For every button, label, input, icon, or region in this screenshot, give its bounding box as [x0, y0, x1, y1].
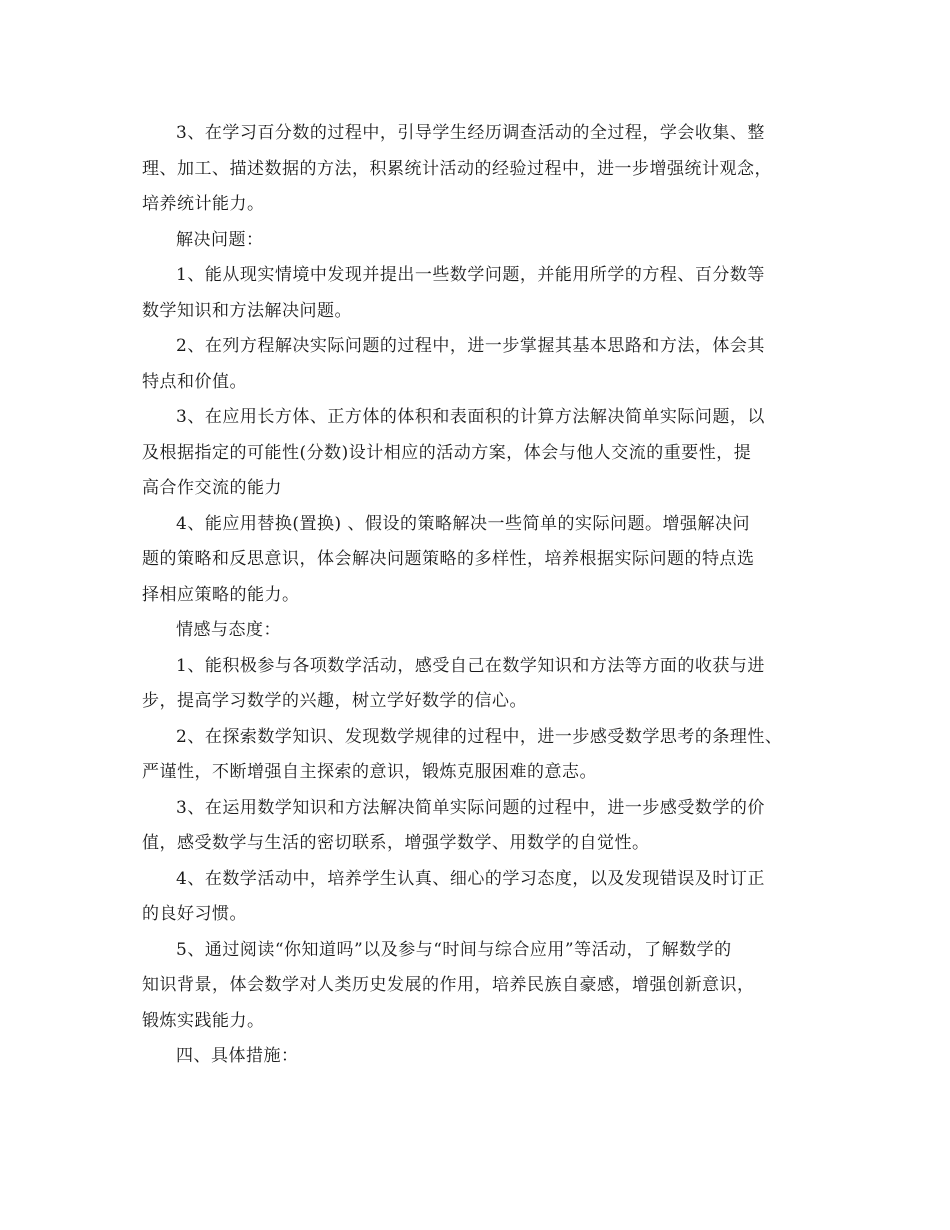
text-line: 培养统计能力。 — [142, 194, 265, 214]
text-line: 3、在学习百分数的过程中，引导学生经历调查活动的全过程，学会收集、整 — [176, 123, 765, 143]
paragraph-problem-1 — [142, 258, 812, 329]
paragraph-emotion-5 — [142, 933, 812, 1040]
text-line: 5、通过阅读“你知道吗”以及参与“时间与综合应用”等活动，了解数学的 — [176, 939, 732, 960]
text-line: 知识背景，体会数学对人类历史发展的作用，培养民族自豪感，增强创新意识， — [142, 975, 755, 995]
paragraph-problem-2 — [142, 329, 812, 400]
text-line: 理、加工、描述数据的方法，积累统计活动的经验过程中，进一步增强统计观念， — [142, 158, 772, 179]
paragraph-problem-4 — [142, 507, 812, 614]
section-heading-problem-solving: 解决问题： — [176, 229, 264, 250]
document-page — [142, 116, 812, 1075]
text-line: 1、能从现实情境中发现并提出一些数学问题，并能用所学的方程、百分数等 — [176, 265, 765, 285]
text-line: 及根据指定的可能性(分数)设计相应的活动方案，体会与他人交流的重要性，提 — [142, 442, 752, 463]
text-line: 步，提高学习数学的兴趣，树立学好数学的信心。 — [142, 691, 527, 711]
text-line: 2、在列方程解决实际问题的过程中，进一步掌握其基本思路和方法，体会其 — [176, 336, 765, 356]
text-line: 择相应策略的能力。 — [142, 584, 300, 605]
text-line: 值，感受数学与生活的密切联系，增强学数学、用数学的自觉性。 — [142, 833, 650, 853]
text-line: 特点和价值。 — [142, 371, 247, 392]
paragraph-emotion-3 — [142, 791, 812, 862]
text-line: 4、能应用替换(置换) 、假设的策略解决一些简单的实际问题。增强解决问 — [176, 513, 750, 534]
text-line: 2、在探索数学知识、发现数学规律的过程中，进一步感受数学思考的条理性、 — [176, 726, 783, 747]
text-line: 3、在应用长方体、正方体的体积和表面积的计算方法解决简单实际问题，以 — [176, 407, 765, 427]
section-heading-specific-measures: 四、具体措施： — [176, 1046, 299, 1066]
text-line: 锻炼实践能力。 — [142, 1010, 265, 1031]
paragraph-emotion-1 — [142, 649, 812, 720]
text-line: 3、在运用数学知识和方法解决简单实际问题的过程中，进一步感受数学的价 — [176, 797, 765, 818]
paragraph-emotion-4 — [142, 862, 812, 933]
text-line: 1、能积极参与各项数学活动，感受自己在数学知识和方法等方面的收获与进 — [176, 655, 765, 676]
paragraph-problem-3 — [142, 400, 812, 507]
text-line: 的良好习惯。 — [142, 904, 247, 924]
text-line: 4、在数学活动中，培养学生认真、细心的学习态度，以及发现错误及时订正 — [176, 868, 765, 889]
paragraph-stats-3 — [142, 116, 812, 223]
paragraph-emotion-2 — [142, 720, 812, 791]
text-line: 数学知识和方法解决问题。 — [142, 300, 352, 321]
section-heading-emotion-attitude: 情感与态度： — [176, 620, 281, 640]
text-line: 高合作交流的能力 — [142, 478, 282, 498]
text-line: 严谨性，不断增强自主探索的意识，锻炼克服困难的意志。 — [142, 762, 597, 782]
text-line: 题的策略和反思意识，体会解决问题策略的多样性，培养根据实际问题的特点选 — [142, 549, 755, 569]
